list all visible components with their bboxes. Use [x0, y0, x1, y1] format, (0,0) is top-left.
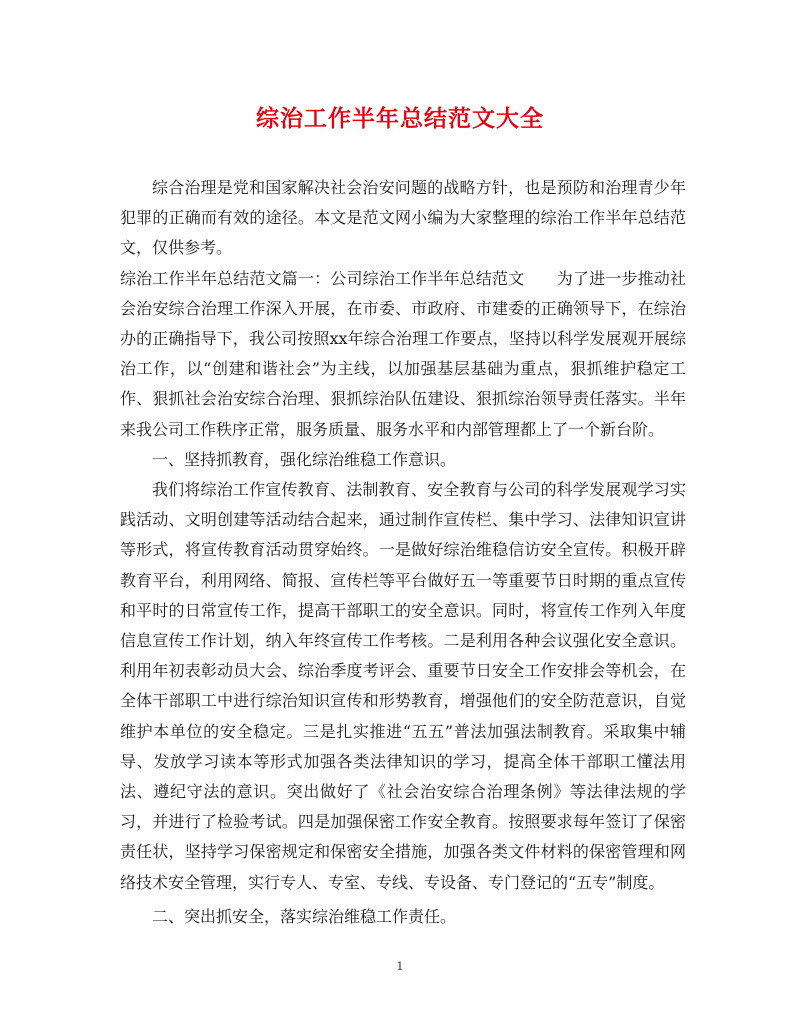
document-body: [120, 173, 686, 932]
document-title: 综治工作半年总结范文大全: [256, 105, 544, 132]
page-number: 1: [396, 960, 404, 973]
heading-section-two: 二、突出抓安全，落实综治维稳工作责任。: [152, 906, 457, 926]
paragraph-article-one: 综治工作半年总结范文篇一：公司综治工作半年总结范文 为了进一步推动社会治安综合治理工作深入开展，在市委、市政府、市建委的正确领导下，在综治办的正确指导下，我公司按照xx年综合治理工作要点，坚持以科学发展观开展综治工作，以“创建和谐社会”为主线，以加强基层基础为重点，狠抓维护稳定工作、狠抓社会治安综合治理、狠抓综治队伍建设、狠抓综治领导责任落实。半年来我公司工作秩序正常，服务质量、服务水平和内部管理都上了一个新台阶。: [120, 268, 686, 439]
paragraph-section-one-body: 我们将综治工作宣传教育、法制教育、安全教育与公司的科学发展观学习实践活动、文明创建等活动结合起来，通过制作宣传栏、集中学习、法律知识宣讲等形式，将宣传教育活动贯穿始终。一是做好综治维稳信访安全宣传。积极开辟教育平台，利用网络、简报、宣传栏等平台做好五一等重要节日时期的重点宣传和平时的日常宣传工作，提高干部职工的安全意识。同时，将宣传工作列入年度信息宣传工作计划，纳入年终宣传工作考核。二是利用各种会议强化安全意识。利用年初表彰动员大会、综治季度考评会、重要节日安全工作安排会等机会，在全体干部职工中进行综治知识宣传和形势教育，增强他们的安全防范意识，自觉维护本单位的安全稳定。三是扎实推进“五五”普法加强法制教育。采取集中辅导、发放学习读本等形式加强各类法律知识的学习，提高全体干部职工懂法用法、遵纪守法的意识。突出做好了《社会治安综合治理条例》等法律法规的学习，并进行了检验考试。四是加强保密工作安全教育。按照要求每年签订了保密责任状，坚持学习保密规定和保密安全措施，加强各类文件材料的保密管理和网络技术安全管理，实行专人、专室、专线、专设备、专门登记的“五专”制度。: [120, 480, 686, 892]
heading-section-one: 一、坚持抓教育，强化综治维稳工作意识。: [152, 449, 457, 469]
paragraph-intro: 综合治理是党和国家解决社会治安问题的战略方针，也是预防和治理青少年犯罪的正确而有效的途径。本文是范文网小编为大家整理的综治工作半年总结范文，仅供参考。: [120, 178, 686, 258]
